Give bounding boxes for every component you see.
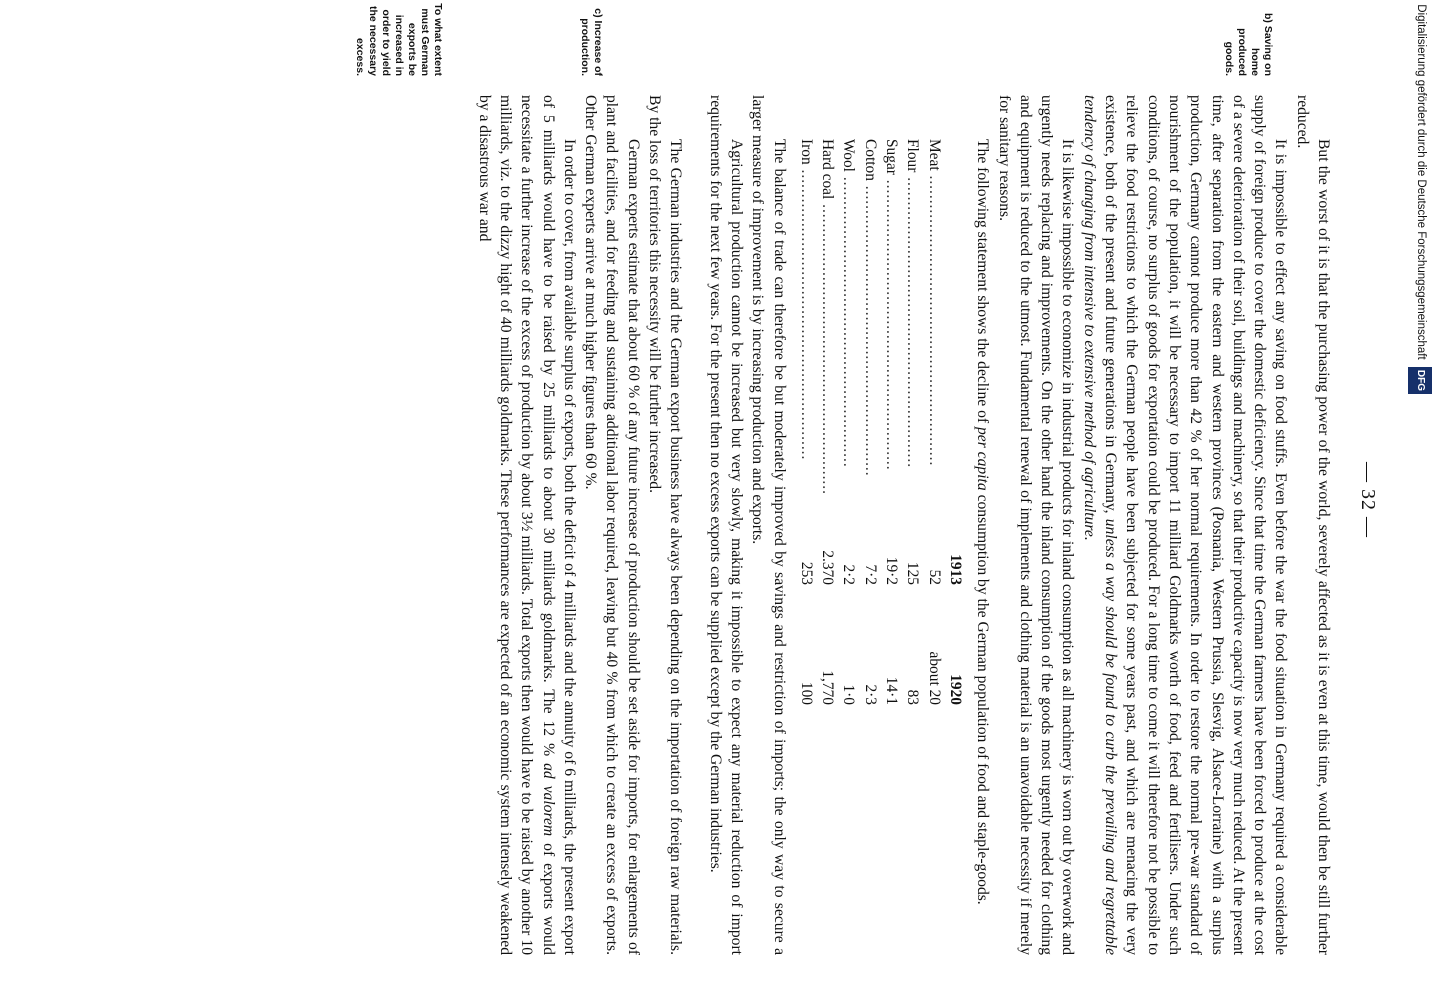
paragraph-text: It is impossible to effect any saving on food stuffs. Even before the war the food situation in Germany required a considerable supply of foreign produce to cover the domestic deficiency. Since that time the German farmers have been forced to produce at the cost of a severe deterioration of their soil, buildings and machinery, so that their productive capacity is now very much reduced. At the present time, after separation from the eastern and western provinces (Posnania, Western Prussia, Slesvig, Alsace-Lorraine) with a surplus production, Germany cannot produce more than 42 % of her normal requirements. In order to restore the normal pre-war standard of nourishment of the population, it will be necessary to import 11 milliard Goldmarks worth of food, feed and fertilisers. Under such conditions, of course, no surplus of goods for exportation could be produced. For a long time to come it will therefore not be possible to relieve the food restrictions to which the German people have been subjected for some years past, and which are menacing the very existence, both of the present and future generations in Germany, [1102,95,1290,955]
table-row [817,139,838,705]
page-number: — 32 — [1357,462,1379,538]
table-cell-1920: 14·1 [883,676,901,705]
paragraph: The balance of trade can therefore be but moderately improved by savings and restriction of imports; the only way to secure a larger measure of improvement is by increasing production and exports. [749,95,788,955]
paragraph: The German industries and the German export business have always been depending on the importation of foreign raw materials. By the loss of territories this necessity will be further increased. [646,95,685,955]
table-cell-1913: 52 [925,569,943,585]
paragraph-text: The following statement shows the decline of [974,139,992,424]
leader-dots: ............................................................ [925,170,943,467]
table-cell-1920: 2·3 [861,684,879,705]
table-cell-item [923,139,944,495]
paragraph [1078,95,1291,955]
item-label: Cotton [861,139,879,181]
item-label: Iron [797,139,815,165]
table-cell-1913: 125 [904,561,922,585]
consumption-table [796,139,966,705]
paragraph: Agricultural production cannot be increased but very slowly, making it impossible to expect any material reduction of import requirements for the next few years. For the present then no excess exports can be supplied except by the German industries. [706,95,745,955]
table-cell-1920: 83 [904,689,922,705]
item-label: Hard coal [819,139,837,200]
table-cell-item [796,139,817,495]
paragraph: It is likewise impossible to economize in industrial products for inland consumption as all machinery is worn out by overwork and urgently needs replacing and improvements. On the other hand the inland consumption of the goods most urgently needed for clothing and equipment is reduced to the utmost. Fundamental renewal of implements and clothing material is an unavoidable necessity if merely for sanitary reasons. [995,95,1077,955]
sidenote-exports: To what extent must German exports be increased in order to yield the necessary excess. [354,3,444,76]
table-header-1920: 1920 [946,674,964,705]
table-row [902,139,923,705]
paragraph: But the worst of it is that the purchasing power of the world, severely affected as it is even at this time, would then be still further reduced. [1293,95,1332,955]
paragraph: German experts estimate that about 60 % of any future increase of production should be set aside for imports, for enlargements of plant and facilities, and for feeding and sustaining additional labor required, leaving but 40 % from which to create an excess of exports. Other German experts arrive at much higher figures than 60 %. [582,95,642,955]
table-row [923,139,944,705]
leader-dots: ............................................................ [883,174,901,471]
table-cell-1913: 2.370 [819,550,837,585]
table-header-row [945,139,966,705]
table-cell-1913: 7·2 [861,564,879,585]
paragraph-text: In order to cover, from available surplus of exports, both the deficit of 4 milliards and the annuity of 6 milliards, the present export of 5 milliards would have to be raised by 25 milliards to about 30 milliards goldmarks. The 12 % [539,95,578,955]
item-label: Flour [904,139,922,173]
table-cell-item [838,139,859,495]
paragraph-italic: ad valorem [539,763,557,837]
sidenote-saving: b) Saving on home produced goods. [1223,13,1274,76]
table-row [881,139,902,705]
dfg-logo: DFG [1408,367,1432,394]
leader-dots: ............................................................ [861,180,879,477]
table-header-1913: 1913 [946,554,964,585]
paragraph-italic: per capita [974,427,992,491]
paragraph [972,95,993,955]
item-label: Sugar [883,139,901,175]
leader-dots: ............................................................ [904,172,922,469]
table-row [838,139,859,705]
digitization-text: Digitalisierung gefördert durch die Deutsche Forschungsgemeinschaft [1415,4,1427,360]
digitization-notice [1410,4,1432,394]
table-row [859,139,880,705]
leader-dots: ............................................................ [840,171,858,468]
item-label: Meat [925,139,943,171]
table-cell-item [881,139,902,495]
paragraph-text: consumption by the German population of food and staple-goods. [974,494,992,905]
table-cell-1920: 1,770 [819,670,837,705]
paragraph [473,95,579,955]
table-cell-1913: 19·2 [883,556,901,585]
table-cell-item [817,139,838,495]
table-row [796,139,817,705]
table-cell-1913: 253 [797,561,815,585]
paragraph-text: of exports would necessitate a further increase of the excess of production by about 3½ milliards. Total exports then would have to be raised by another 10 milliards, viz. to the dizzy hight of 40 milliards goldmarks. These performances are expected of an economic system intensely weakened by a disastrous war and [475,95,557,955]
leader-dots: ............................................................ [797,164,815,461]
item-label: Wool [840,139,858,172]
table-cell-1920: 1·0 [840,684,858,705]
table-cell-item [859,139,880,495]
table-header-item [945,139,966,495]
table-cell-item [902,139,923,495]
body-text [473,95,1334,955]
table-cell-1920: 100 [797,681,815,705]
sidenote-production: c) Increase of production. [579,8,604,76]
table-cell-1920: about 20 [925,651,943,705]
leader-dots: ............................................................ [819,199,837,495]
table-cell-1913: 2·2 [840,564,858,585]
paragraph-italic: unless a way should be found to curb the prevailing and regrettable tendency of changing from intensive to extensive method of agriculture. [1080,95,1120,955]
